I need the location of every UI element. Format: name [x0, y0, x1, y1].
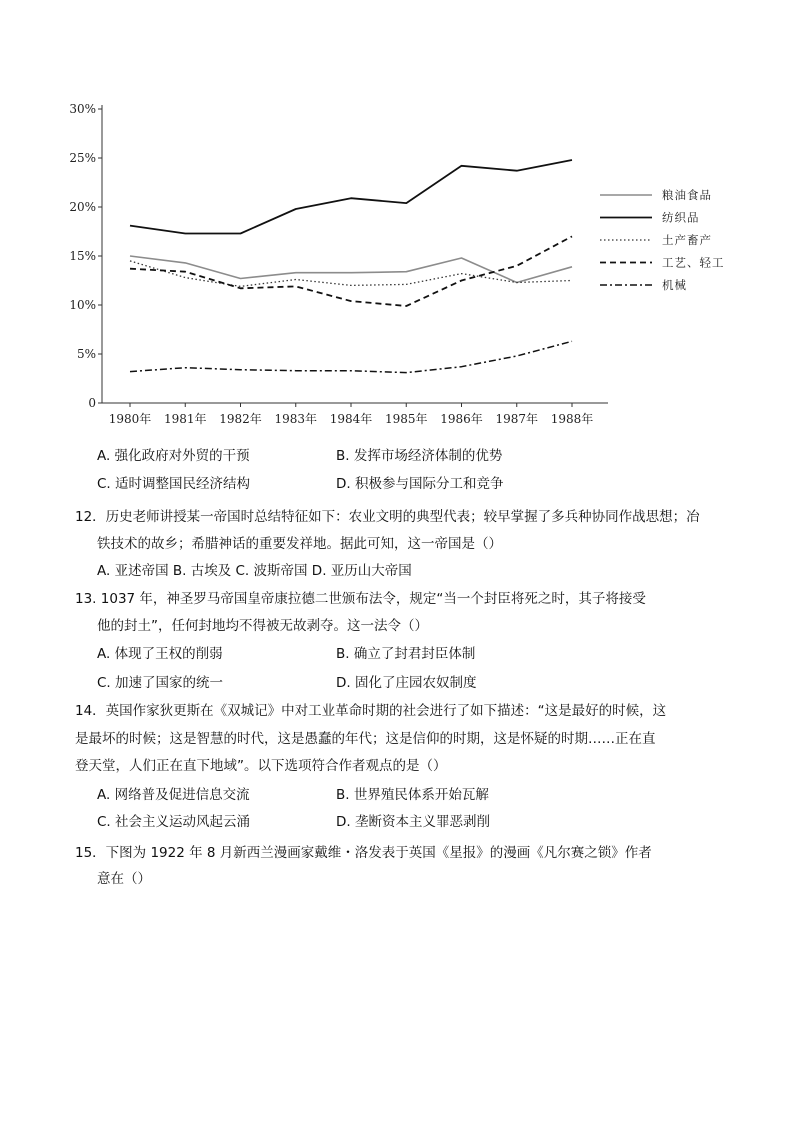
q13-option-d: D. 固化了庄园农奴制度	[336, 675, 477, 691]
q11-option-a: A. 强化政府对外贸的干预	[97, 448, 250, 464]
q14-option-a: A. 网络普及促进信息交流	[97, 787, 250, 803]
x-tick-label: 1985年	[384, 412, 428, 426]
x-tick-label: 1984年	[329, 412, 373, 426]
x-tick-label: 1988年	[550, 412, 594, 426]
q11-option-d: D. 积极参与国际分工和竞争	[336, 476, 504, 492]
x-tick-label: 1982年	[219, 412, 262, 426]
q12-stem-line1: 12．历史老师讲授某一帝国时总结特征如下：农业文明的典型代表；较早掌握了多兵种协同作战思想；冶	[75, 509, 700, 525]
legend-label-1: 纺织品	[662, 210, 700, 225]
q12-stem-line2: 铁技术的故乡；希腊神话的重要发祥地。据此可知，这一帝国是（）	[97, 536, 502, 552]
legend-label-2: 土产畜产	[662, 233, 712, 247]
legend-label-4: 机械	[662, 278, 687, 292]
q13-stem-line2: 他的封土”，任何封地均不得被无故剥夺。这一法令（）	[97, 618, 428, 634]
q13-option-c: C. 加速了国家的统一	[97, 675, 224, 691]
y-tick-label: 10%	[69, 298, 96, 312]
q13-option-b: B. 确立了封君封臣体制	[336, 646, 476, 662]
x-tick-label: 1983年	[274, 412, 318, 426]
y-tick-label: 30%	[69, 102, 96, 116]
y-tick-label: 0	[88, 396, 96, 410]
series-line-4	[130, 341, 572, 372]
q14-stem-line3: 登天堂，人们正在直下地域”。以下选项符合作者观点的是（）	[75, 758, 447, 774]
y-tick-label: 15%	[69, 249, 96, 263]
q11-option-c: C. 适时调整国民经济结构	[97, 476, 251, 492]
q14-option-d: D. 垄断资本主义罪恶剥削	[336, 814, 490, 830]
x-tick-label: 1987年	[495, 412, 539, 426]
export-structure-line-chart	[60, 95, 740, 435]
q14-stem-line2: 是最坏的时候；这是智慧的时代，这是愚蠢的年代；这是信仰的时期，这是怀疑的时期……正在直	[75, 731, 656, 747]
x-tick-label: 1986年	[440, 412, 483, 426]
q13-stem-line1: 13. 1037 年，神圣罗马帝国皇帝康拉德二世颁布法令，规定“当一个封臣将死之时，其子将接受	[75, 591, 646, 607]
series-line-1	[130, 160, 572, 234]
series-line-0	[130, 256, 572, 283]
legend-label-3: 工艺、轻工	[662, 255, 725, 270]
q11-option-b: B. 发挥市场经济体制的优势	[336, 448, 503, 464]
series-line-2	[130, 261, 572, 287]
series-line-3	[130, 236, 572, 306]
q12-options: A. 亚述帝国 B. 古埃及 C. 波斯帝国 D. 亚历山大帝国	[97, 563, 412, 579]
q14-stem-line1: 14．英国作家狄更斯在《双城记》中对工业革命时期的社会进行了如下描述：“这是最好的时候，这	[75, 703, 667, 719]
q15-stem-line1: 15．下图为 1922 年 8 月新西兰漫画家戴维・洛发表于英国《星报》的漫画《凡尔赛之锁》作者	[75, 845, 652, 861]
legend-label-0: 粮油食品	[662, 188, 712, 202]
q14-option-c: C. 社会主义运动风起云涌	[97, 814, 251, 830]
x-tick-label: 1980年	[108, 412, 152, 426]
y-tick-label: 25%	[69, 151, 96, 165]
y-tick-label: 20%	[69, 200, 96, 214]
q14-option-b: B. 世界殖民体系开始瓦解	[336, 787, 489, 803]
q13-option-a: A. 体现了王权的削弱	[97, 646, 223, 662]
x-tick-label: 1981年	[163, 412, 207, 426]
y-tick-label: 5%	[76, 347, 96, 361]
q15-stem-line2: 意在（）	[97, 871, 151, 887]
line-chart-svg	[60, 95, 740, 435]
